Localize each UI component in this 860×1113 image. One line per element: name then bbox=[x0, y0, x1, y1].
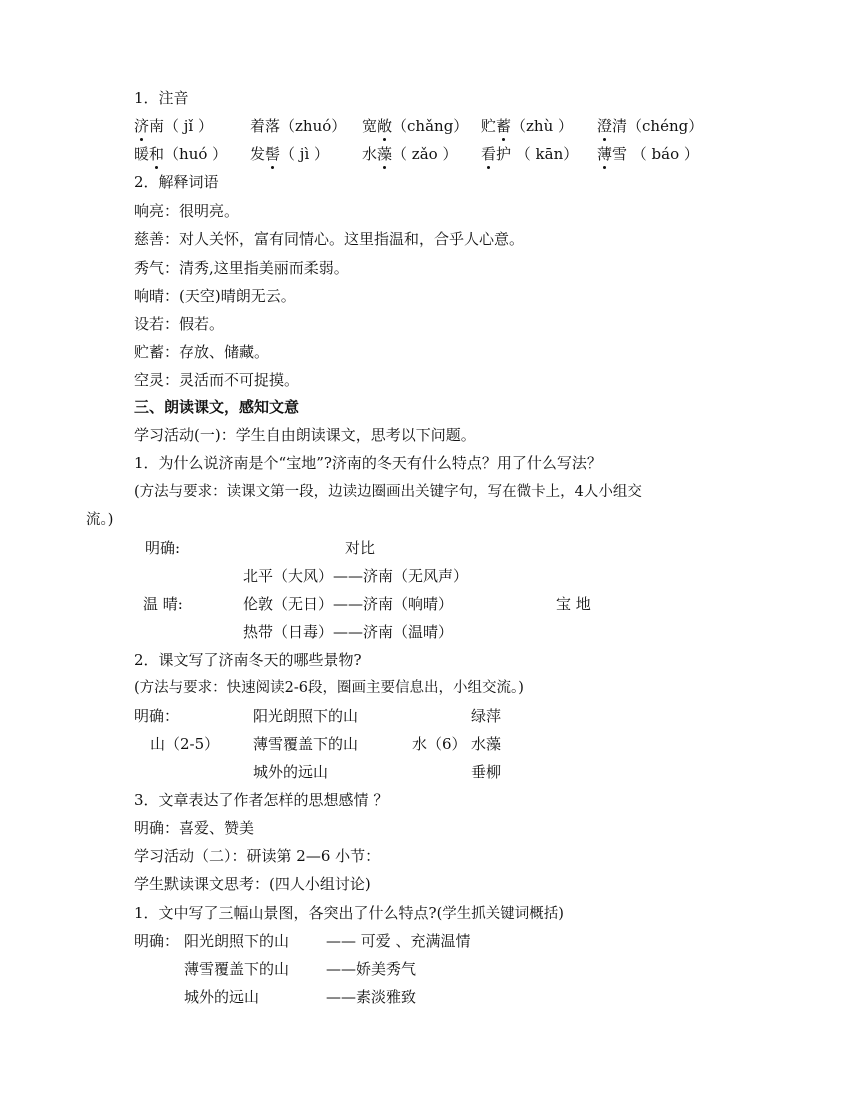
mountain-label: 山（2-5） bbox=[150, 735, 220, 753]
scene-item: 垂柳 bbox=[471, 763, 502, 781]
definition-item: 设若：假若。 bbox=[134, 315, 225, 333]
discussion-prompt: 学生默读课文思考：(四人小组讨论) bbox=[134, 875, 371, 893]
conclusion-label: 宝 地 bbox=[556, 595, 591, 613]
pinyin-item: 贮蓄（zhù ） bbox=[481, 117, 574, 135]
definition-item: 响亮：很明亮。 bbox=[134, 202, 240, 220]
scene-item: 阳光朗照下的山 bbox=[184, 932, 290, 950]
question-2: 2．课文写了济南冬天的哪些景物? bbox=[134, 651, 362, 669]
scene-item: 阳光朗照下的山 bbox=[253, 707, 359, 725]
pinyin-item: 着落（zhuó） bbox=[250, 117, 347, 135]
section2-heading: 2．解释词语 bbox=[134, 173, 219, 191]
comparison-row: 北平（大风）——济南（无风声） bbox=[243, 567, 469, 585]
scene-item: 薄雪覆盖下的山 bbox=[253, 735, 359, 753]
scene-item: 绿萍 bbox=[471, 707, 502, 725]
answer-label: 明确： bbox=[134, 932, 180, 950]
scene-item: 城外的远山 bbox=[253, 763, 329, 781]
section1-heading: 1．注音 bbox=[134, 89, 189, 107]
scene-item: 薄雪覆盖下的山 bbox=[184, 960, 290, 978]
question-1: 1．为什么说济南是个“宝地”?济南的冬天有什么特点？用了什么写法？ bbox=[134, 454, 602, 472]
method-text: (方法与要求：读课文第一段，边读边圈画出关键字句，写在微卡上，4人小组交 bbox=[134, 484, 642, 500]
section3-heading: 三、朗读课文，感知文意 bbox=[134, 398, 300, 416]
pinyin-item: 济南（ jǐ ） bbox=[134, 117, 214, 135]
pinyin-item: 看护 （ kān） bbox=[481, 145, 579, 163]
method-text-wrap: 流。) bbox=[86, 512, 114, 528]
water-label: 水（6） bbox=[412, 735, 467, 753]
definition-item: 响晴：(天空)晴朗无云。 bbox=[134, 287, 296, 305]
contrast-label: 对比 bbox=[345, 539, 376, 557]
activity-two: 学习活动（二）：研读第 2—6 小节： bbox=[134, 847, 381, 865]
scene-feature: —— 可爱 、充满温情 bbox=[326, 932, 471, 950]
answer-label: 明确: bbox=[145, 539, 181, 557]
definition-item: 贮蓄：存放、储藏。 bbox=[134, 343, 270, 361]
pinyin-item: 暖和（huó ） bbox=[134, 145, 228, 163]
definition-item: 慈善：对人关怀，富有同情心。这里指温和，合乎人心意。 bbox=[134, 230, 525, 248]
answer-text: 明确：喜爱、赞美 bbox=[134, 819, 255, 837]
definition-item: 空灵：灵活而不可捉摸。 bbox=[134, 371, 300, 389]
comparison-row: 伦敦（无日）——济南（响晴） bbox=[243, 595, 454, 613]
question-4: 1．文中写了三幅山景图，各突出了什么特点?(学生抓关键词概括) bbox=[134, 904, 564, 922]
scene-item: 水藻 bbox=[471, 735, 502, 753]
pinyin-item: 澄清（chéng） bbox=[597, 117, 704, 135]
pinyin-item: 水藻（ zǎo ） bbox=[362, 145, 458, 163]
answer-label: 明确： bbox=[134, 707, 180, 725]
definition-item: 秀气：清秀,这里指美丽而柔弱。 bbox=[134, 259, 349, 277]
pinyin-item: 宽敞（chǎng） bbox=[362, 117, 469, 135]
comparison-row: 热带（日毒）——济南（温晴） bbox=[243, 623, 454, 641]
activity-one: 学习活动(一)：学生自由朗读课文，思考以下问题。 bbox=[134, 426, 476, 444]
question-3: 3．文章表达了作者怎样的思想感情 ？ bbox=[134, 791, 389, 809]
pinyin-item: 薄雪 （ báo ） bbox=[597, 145, 699, 163]
method-text: (方法与要求：快速阅读2-6段，圈画主要信息出，小组交流。) bbox=[134, 680, 524, 696]
pinyin-item: 发髻（ jì ） bbox=[250, 145, 330, 163]
scene-feature: ——娇美秀气 bbox=[326, 960, 417, 978]
scene-item: 城外的远山 bbox=[184, 988, 260, 1006]
scene-feature: ——素淡雅致 bbox=[326, 988, 417, 1006]
feature-label: 温 晴: bbox=[143, 595, 183, 613]
